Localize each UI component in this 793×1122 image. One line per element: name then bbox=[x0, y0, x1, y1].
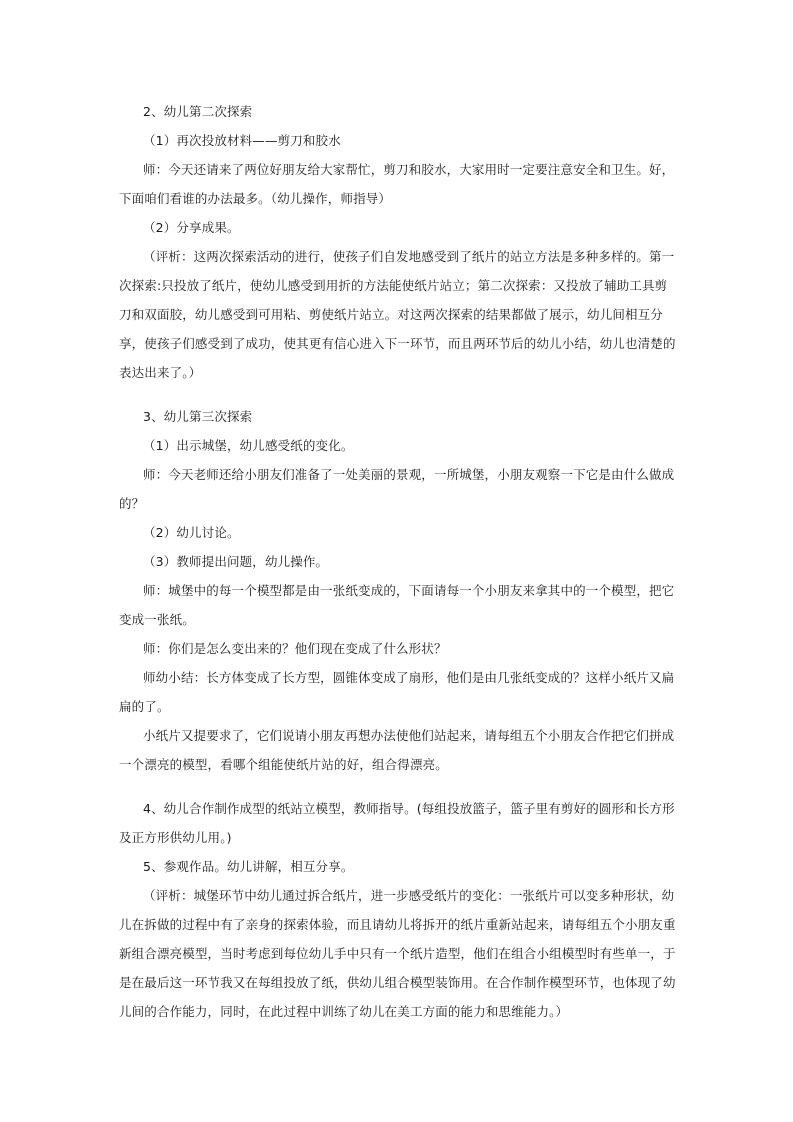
paragraph: （2）幼儿讨论。 bbox=[143, 525, 240, 540]
spacer bbox=[119, 387, 679, 402]
paragraph: 小纸片又提要求了，它们说请小朋友再想办法使他们站起来，请每组五个小朋友合作把它们拼成一个漂亮的模型，看哪个组能使纸片站的好，组合得漂亮。 bbox=[119, 728, 675, 772]
paragraph: （2）分享成果。 bbox=[143, 220, 240, 235]
paragraph: 师：城堡中的每一个模型都是由一张纸变成的，下面请每一个小朋友来拿其中的一个模型，把它变成一张纸。 bbox=[119, 583, 675, 627]
paragraph: （3）教师提出问题，幼儿操作。 bbox=[143, 554, 329, 569]
paragraph: （1）再次投放材料——剪刀和胶水 bbox=[143, 133, 341, 148]
section-heading: 2、幼儿第二次探索 bbox=[143, 104, 253, 119]
spacer bbox=[119, 779, 679, 794]
section-heading: 4、幼儿合作制作成型的纸站立模型，教师指导。(每组投放篮子，篮子里有剪好的圆形和长方形及正方形供幼儿用。) bbox=[119, 801, 675, 845]
commentary-paragraph: （评析：城堡环节中幼儿通过拆合纸片，进一步感受纸片的变化：一张纸片可以变多种形状，幼儿在拆做的过程中有了亲身的探索体验，而且请幼儿将拆开的纸片重新站起来，请每组五个小朋友重新组合漂亮模型，当时考虑到每位幼儿手中只有一个纸片造型，他们在组合小组模型时有些单一，于是在最后这一环节我又在每组投放了纸，供幼儿组合模型装饰用。在合作制作模型环节，也体现了幼儿间的合作能力，同时，在此过程中训练了幼儿在美工方面的能力和思维能力。） bbox=[119, 888, 676, 1019]
paragraph: （1）出示城堡，幼儿感受纸的变化。 bbox=[143, 438, 354, 453]
paragraph: 师：今天老师还给小朋友们准备了一处美丽的景观，一所城堡，小朋友观察一下它是由什么做成的？ bbox=[119, 467, 675, 511]
paragraph: 师幼小结：长方体变成了长方型，圆锥体变成了扇形，他们是由几张纸变成的？这样小纸片又扁扁的了。 bbox=[119, 670, 675, 714]
paragraph: 师：今天还请来了两位好朋友给大家帮忙，剪刀和胶水，大家用时一定要注意安全和卫生。好，下面咱们看谁的办法最多。（幼儿操作，师指导） bbox=[119, 162, 675, 206]
document-body bbox=[119, 97, 679, 1026]
paragraph: 师：你们是怎么变出来的？他们现在变成了什么形状？ bbox=[143, 641, 447, 656]
paragraph: 5、参观作品。幼儿讲解，相互分享。 bbox=[143, 859, 354, 874]
commentary-paragraph: （评析：这两次探索活动的进行，使孩子们自发地感受到了纸片的站立方法是多种多样的。第一次探索:只投放了纸片，使幼儿感受到用折的方法能使纸片站立；第二次探索：又投放了辅助工具剪刀和双面胶，幼儿感受到可用粘、剪使纸片站立。对这两次探索的结果都做了展示，幼儿间相互分享，使孩子们感受到了成功，使其更有信心进入下一环节，而且两环节后的幼儿小结，幼儿也清楚的表达出来了。） bbox=[119, 249, 676, 380]
section-heading: 3、幼儿第三次探索 bbox=[143, 409, 253, 424]
